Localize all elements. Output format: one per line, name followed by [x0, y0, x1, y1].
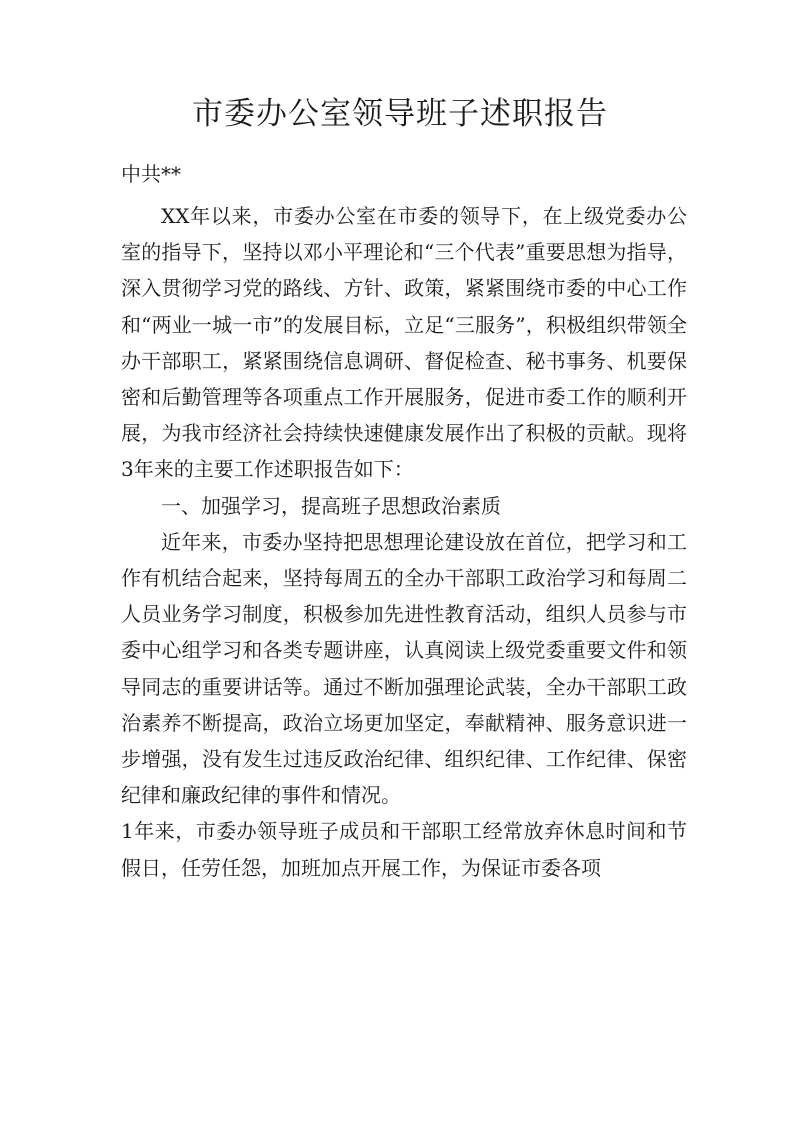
document-recipient: 中共**	[121, 162, 181, 186]
document-body	[121, 198, 687, 886]
section-heading-1: 一、加强学习，提高班子思想政治素质	[161, 493, 501, 518]
paragraph-intro: XX年以来，市委办公室在市委的领导下，在上级党委办公室的指导下，坚持以邓小平理论和“三个代表”重要思想为指导，深入贯彻学习党的路线、方针、政策，紧紧围绕市委的中心工作和“两业一城一市”的发展目标，立足“三服务”，积极组织带领全办干部职工，紧紧围绕信息调研、督促检查、秘书事务、机要保密和后勤管理等各项重点工作开展服务，促进市委工作的顺利开展，为我市经济社会持续快速健康发展作出了积极的贡献。现将3年来的主要工作述职报告如下：	[121, 204, 687, 482]
paragraph-study: 近年来，市委办坚持把思想理论建设放在首位，把学习和工作有机结合起来，坚持每周五的全办干部职工政治学习和每周二人员业务学习制度，积极参加先进性教育活动，组织人员参与市委中心组学习和各类专题讲座，认真阅读上级党委重要文件和领导同志的重要讲话等。通过不断加强理论武装，全办干部职工政治素养不断提高，政治立场更加坚定，奉献精神、服务意识进一步增强，没有发生过违反政治纪律、组织纪律、工作纪律、保密纪律和廉政纪律的事件和情况。	[121, 529, 687, 808]
paragraph-one-year: 1年来，市委办领导班子成员和干部职工经常放弃休息时间和节假日，任劳任怨，加班加点开展工作，为保证市委各项	[121, 819, 687, 880]
document-title: 市委办公室领导班子述职报告	[192, 96, 608, 132]
